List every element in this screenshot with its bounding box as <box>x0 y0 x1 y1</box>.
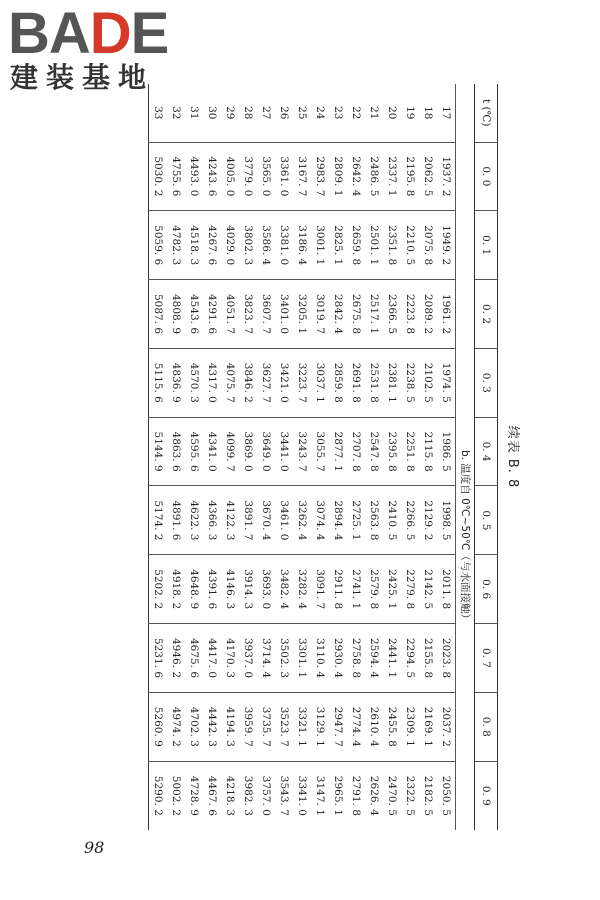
logo-subtitle: 建装基地 <box>10 61 155 94</box>
value-cell: 4493. 0 <box>185 142 203 211</box>
value-cell: 4005. 0 <box>221 142 239 211</box>
value-cell: 2062. 5 <box>419 142 437 211</box>
temperature-cell: 31 <box>188 106 200 120</box>
temperature-cell: 21 <box>368 106 380 120</box>
value-cell: 2809. 1 <box>329 142 347 211</box>
value-cell: 4243. 6 <box>203 142 221 211</box>
temperature-cell: 22 <box>350 106 362 120</box>
value-cell: 2129. 2 <box>419 486 437 555</box>
value-cell: 2251. 8 <box>401 417 419 486</box>
value-cell: 5059. 6 <box>149 211 168 280</box>
value-cell: 4170. 3 <box>221 624 239 693</box>
value-cell: 2825. 1 <box>329 211 347 280</box>
temperature-cell: 20 <box>386 106 398 120</box>
value-cell: 2659. 8 <box>347 211 365 280</box>
value-cell: 3421. 0 <box>275 348 293 417</box>
table-row <box>185 84 203 830</box>
column-header: 0. 8 <box>475 692 498 761</box>
temperature-cell: 25 <box>296 106 308 120</box>
value-cell: 4029. 0 <box>221 211 239 280</box>
value-cell: 2182. 5 <box>419 761 437 830</box>
value-cell: 3502. 3 <box>275 624 293 693</box>
value-cell: 4075. 7 <box>221 348 239 417</box>
value-cell: 3543. 7 <box>275 761 293 830</box>
value-cell: 4417. 0 <box>203 624 221 693</box>
value-cell: 4442. 3 <box>203 692 221 761</box>
value-cell: 2366. 5 <box>383 280 401 349</box>
temperature-cell: 19 <box>404 106 416 120</box>
value-cell: 2279. 8 <box>401 555 419 624</box>
value-cell: 3074. 4 <box>311 486 329 555</box>
temperature-cell: 29 <box>224 106 236 120</box>
value-cell: 3282. 4 <box>293 555 311 624</box>
value-cell: 3167. 7 <box>293 142 311 211</box>
value-cell: 4366. 3 <box>203 486 221 555</box>
value-cell: 4218. 3 <box>221 761 239 830</box>
value-cell: 4341. 0 <box>203 417 221 486</box>
table-row <box>329 84 347 830</box>
value-cell: 3937. 0 <box>239 624 257 693</box>
value-cell: 2531. 8 <box>365 348 383 417</box>
value-cell: 2115. 8 <box>419 417 437 486</box>
value-cell: 2842. 4 <box>329 280 347 349</box>
table-row <box>311 84 329 830</box>
value-cell: 2965. 1 <box>329 761 347 830</box>
table-row <box>203 84 221 830</box>
table-row <box>257 84 275 830</box>
value-cell: 1937. 2 <box>437 142 456 211</box>
temperature-cell: 27 <box>260 106 272 120</box>
value-cell: 3243. 7 <box>293 417 311 486</box>
value-cell: 3714. 4 <box>257 624 275 693</box>
value-cell: 4099. 7 <box>221 417 239 486</box>
table-caption: 续表 B. 8 <box>505 425 520 489</box>
table-row <box>437 84 456 830</box>
section-label-cell <box>456 84 475 830</box>
value-cell: 2155. 8 <box>419 624 437 693</box>
value-cell: 4518. 3 <box>185 211 203 280</box>
value-cell: 2266. 5 <box>401 486 419 555</box>
column-header: 0. 7 <box>475 624 498 693</box>
value-cell: 2309. 1 <box>401 692 419 761</box>
value-cell: 3341. 0 <box>293 761 311 830</box>
value-cell: 3129. 1 <box>311 692 329 761</box>
value-cell: 2947. 7 <box>329 692 347 761</box>
value-cell: 2425. 1 <box>383 555 401 624</box>
table-row <box>239 84 257 830</box>
value-cell: 2470. 5 <box>383 761 401 830</box>
value-cell: 2169. 1 <box>419 692 437 761</box>
page-number: 98 <box>84 838 105 857</box>
value-cell: 2725. 1 <box>347 486 365 555</box>
value-cell: 2351. 8 <box>383 211 401 280</box>
value-cell: 2441. 1 <box>383 624 401 693</box>
value-cell: 1949. 2 <box>437 211 456 280</box>
value-cell: 3523. 7 <box>275 692 293 761</box>
value-cell: 2486. 5 <box>365 142 383 211</box>
value-cell: 2075. 8 <box>419 211 437 280</box>
column-header: 0. 0 <box>475 142 498 211</box>
table-row <box>365 84 383 830</box>
temperature-cell: 26 <box>278 106 290 120</box>
value-cell: 4317. 0 <box>203 348 221 417</box>
value-cell: 2210. 5 <box>401 211 419 280</box>
value-cell: 2758. 8 <box>347 624 365 693</box>
value-cell: 4467. 6 <box>203 761 221 830</box>
value-cell: 3802. 3 <box>239 211 257 280</box>
value-cell: 2911. 8 <box>329 555 347 624</box>
value-cell: 3757. 0 <box>257 761 275 830</box>
temperature-cell: 28 <box>242 106 254 120</box>
value-cell: 2594. 4 <box>365 624 383 693</box>
value-cell: 2294. 5 <box>401 624 419 693</box>
table-header-row <box>475 84 498 830</box>
value-cell: 4146. 3 <box>221 555 239 624</box>
value-cell: 1961. 2 <box>437 280 456 349</box>
table-row <box>347 84 365 830</box>
value-cell: 3482. 4 <box>275 555 293 624</box>
value-cell: 3779. 0 <box>239 142 257 211</box>
value-cell: 3321. 1 <box>293 692 311 761</box>
value-cell: 2381. 1 <box>383 348 401 417</box>
value-cell: 5087. 6 <box>149 280 168 349</box>
value-cell: 4595. 6 <box>185 417 203 486</box>
value-cell: 5115. 6 <box>149 348 168 417</box>
value-cell: 2547. 8 <box>365 417 383 486</box>
value-cell: 5002. 2 <box>167 761 185 830</box>
value-cell: 1998. 5 <box>437 486 456 555</box>
rotated-table-area <box>118 84 526 830</box>
value-cell: 3670. 4 <box>257 486 275 555</box>
value-cell: 3091. 7 <box>311 555 329 624</box>
table-body <box>149 84 475 830</box>
value-cell: 3693. 0 <box>257 555 275 624</box>
value-cell: 4391. 6 <box>203 555 221 624</box>
temperature-cell: 30 <box>206 106 218 120</box>
value-cell: 4570. 3 <box>185 348 203 417</box>
value-cell: 2626. 4 <box>365 761 383 830</box>
value-cell: 4675. 6 <box>185 624 203 693</box>
value-cell: 5260. 9 <box>149 692 168 761</box>
section-label: b. 温度自 0℃~50℃（与水面接触） <box>459 449 471 625</box>
value-cell: 2322. 5 <box>401 761 419 830</box>
value-cell: 2741. 1 <box>347 555 365 624</box>
value-cell: 2337. 1 <box>383 142 401 211</box>
value-cell: 4648. 9 <box>185 555 203 624</box>
value-cell: 2791. 8 <box>347 761 365 830</box>
value-cell: 4863. 6 <box>167 417 185 486</box>
table-row <box>149 84 168 830</box>
column-header: 0. 9 <box>475 761 498 830</box>
bade-logo <box>8 2 188 94</box>
value-cell: 3110. 4 <box>311 624 329 693</box>
table-row <box>419 84 437 830</box>
value-cell: 3607. 7 <box>257 280 275 349</box>
value-cell: 4918. 2 <box>167 555 185 624</box>
value-cell: 4622. 3 <box>185 486 203 555</box>
value-cell: 4755. 6 <box>167 142 185 211</box>
value-cell: 2894. 4 <box>329 486 347 555</box>
column-header: 0. 3 <box>475 348 498 417</box>
value-cell: 3959. 7 <box>239 692 257 761</box>
value-cell: 2859. 8 <box>329 348 347 417</box>
value-cell: 4808. 9 <box>167 280 185 349</box>
value-cell: 2410. 5 <box>383 486 401 555</box>
table-row <box>401 84 419 830</box>
value-cell: 3914. 3 <box>239 555 257 624</box>
value-cell: 2691. 8 <box>347 348 365 417</box>
column-header: 0. 2 <box>475 280 498 349</box>
column-header-temperature: t (℃) <box>475 84 498 142</box>
value-cell: 3262. 4 <box>293 486 311 555</box>
value-cell: 3205. 1 <box>293 280 311 349</box>
value-cell: 4194. 3 <box>221 692 239 761</box>
value-cell: 3565. 0 <box>257 142 275 211</box>
column-header: 0. 4 <box>475 417 498 486</box>
value-cell: 2011. 8 <box>437 555 456 624</box>
value-cell: 3401. 0 <box>275 280 293 349</box>
value-cell: 3735. 7 <box>257 692 275 761</box>
value-cell: 5174. 2 <box>149 486 168 555</box>
table-row <box>383 84 401 830</box>
column-header: 0. 1 <box>475 211 498 280</box>
value-cell: 4051. 7 <box>221 280 239 349</box>
section-row <box>456 84 475 830</box>
value-cell: 2102. 5 <box>419 348 437 417</box>
value-cell: 1986. 5 <box>437 417 456 486</box>
value-cell: 3846. 2 <box>239 348 257 417</box>
value-cell: 2707. 8 <box>347 417 365 486</box>
value-cell: 2642. 4 <box>347 142 365 211</box>
value-cell: 2142. 5 <box>419 555 437 624</box>
value-cell: 3055. 7 <box>311 417 329 486</box>
table-row <box>167 84 185 830</box>
temperature-cell: 33 <box>152 106 164 120</box>
column-header: 0. 6 <box>475 555 498 624</box>
value-cell: 4891. 6 <box>167 486 185 555</box>
value-cell: 2579. 8 <box>365 555 383 624</box>
value-cell: 2517. 1 <box>365 280 383 349</box>
value-cell: 2395. 8 <box>383 417 401 486</box>
value-cell: 2223. 8 <box>401 280 419 349</box>
value-cell: 5202. 2 <box>149 555 168 624</box>
value-cell: 3982. 3 <box>239 761 257 830</box>
value-cell: 3891. 7 <box>239 486 257 555</box>
value-cell: 3361. 0 <box>275 142 293 211</box>
value-cell: 1974. 5 <box>437 348 456 417</box>
value-cell: 3381. 0 <box>275 211 293 280</box>
value-cell: 3147. 1 <box>311 761 329 830</box>
value-cell: 4702. 3 <box>185 692 203 761</box>
value-cell: 2037. 2 <box>437 692 456 761</box>
value-cell: 2983. 7 <box>311 142 329 211</box>
value-cell: 3019. 7 <box>311 280 329 349</box>
value-cell: 2610. 4 <box>365 692 383 761</box>
temperature-cell: 17 <box>440 106 452 120</box>
value-cell: 2675. 8 <box>347 280 365 349</box>
value-cell: 3037. 1 <box>311 348 329 417</box>
value-cell: 3186. 4 <box>293 211 311 280</box>
value-cell: 3627. 7 <box>257 348 275 417</box>
value-cell: 2877. 1 <box>329 417 347 486</box>
value-cell: 4728. 9 <box>185 761 203 830</box>
temperature-cell: 23 <box>332 106 344 120</box>
value-cell: 3001. 1 <box>311 211 329 280</box>
value-cell: 3223. 7 <box>293 348 311 417</box>
table-row <box>221 84 239 830</box>
value-cell: 2930. 4 <box>329 624 347 693</box>
value-cell: 2089. 2 <box>419 280 437 349</box>
table-row <box>293 84 311 830</box>
rotated-table-content <box>118 84 526 830</box>
value-cell: 2050. 5 <box>437 761 456 830</box>
value-cell: 3869. 0 <box>239 417 257 486</box>
value-cell: 3441. 0 <box>275 417 293 486</box>
column-header: 0. 5 <box>475 486 498 555</box>
value-cell: 2774. 4 <box>347 692 365 761</box>
value-cell: 2195. 8 <box>401 142 419 211</box>
value-cell: 3461. 0 <box>275 486 293 555</box>
value-cell: 4836. 9 <box>167 348 185 417</box>
value-cell: 5231. 6 <box>149 624 168 693</box>
temperature-cell: 24 <box>314 106 326 120</box>
value-cell: 4291. 6 <box>203 280 221 349</box>
value-cell: 2501. 1 <box>365 211 383 280</box>
value-cell: 4946. 2 <box>167 624 185 693</box>
value-cell: 4267. 6 <box>203 211 221 280</box>
logo-wordmark: BADE <box>8 1 169 66</box>
value-cell: 5030. 2 <box>149 142 168 211</box>
temperature-cell: 32 <box>170 106 182 120</box>
value-cell: 4122. 3 <box>221 486 239 555</box>
value-cell: 3586. 4 <box>257 211 275 280</box>
value-cell: 2455. 8 <box>383 692 401 761</box>
table-row <box>275 84 293 830</box>
value-cell: 3823. 7 <box>239 280 257 349</box>
value-cell: 4543. 6 <box>185 280 203 349</box>
temperature-cell: 18 <box>422 106 434 120</box>
value-cell: 5290. 2 <box>149 761 168 830</box>
data-table <box>148 84 498 830</box>
value-cell: 3649. 0 <box>257 417 275 486</box>
value-cell: 5144. 9 <box>149 417 168 486</box>
value-cell: 2238. 5 <box>401 348 419 417</box>
value-cell: 2023. 8 <box>437 624 456 693</box>
value-cell: 4974. 2 <box>167 692 185 761</box>
value-cell: 3301. 1 <box>293 624 311 693</box>
value-cell: 4782. 3 <box>167 211 185 280</box>
value-cell: 2563. 8 <box>365 486 383 555</box>
